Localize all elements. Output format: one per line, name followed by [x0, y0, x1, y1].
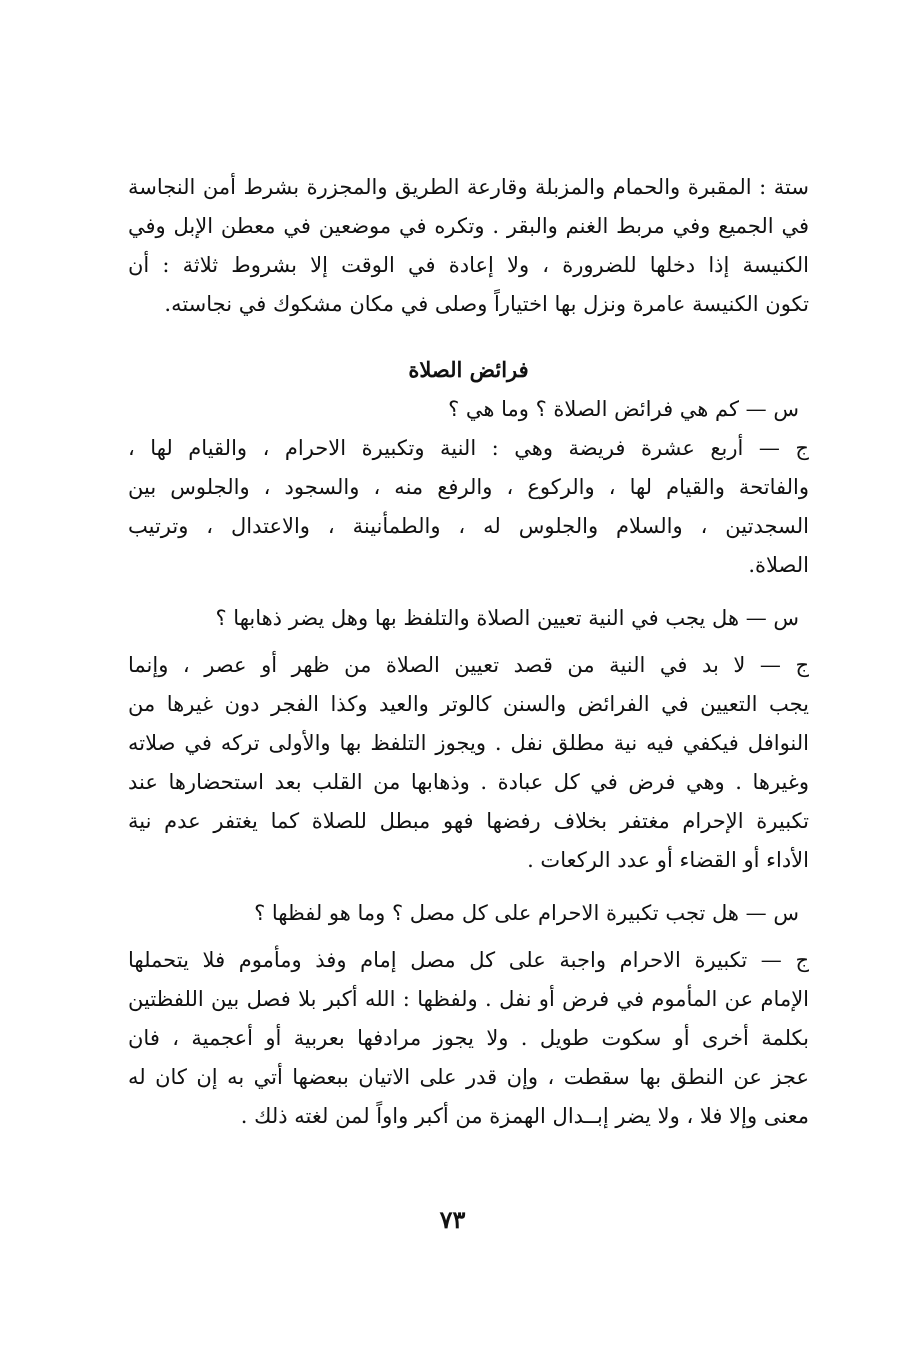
text-line: عجز عن النطق بها سقطت ، وإن قدر على الاتيان ببعضها أتي به إن كان له — [128, 1065, 809, 1089]
answer-1 — [128, 429, 809, 585]
text-line: معنى وإلا فلا ، ولا يضر إبــدال الهمزة من أكبر واواً لمن لغته ذلك . — [240, 1104, 809, 1128]
text-line: وغيرها . وهي فرض في كل عبادة . وذهابها من القلب بعد استحضارها عند — [128, 770, 809, 794]
page-number: ٧٣ — [439, 1205, 466, 1234]
text-line: تكبيرة الإحرام مغتفر بخلاف رفضها فهو مبطل للصلاة كما يغتفر عدم نية — [128, 809, 809, 833]
section-heading: فرائض الصلاة — [408, 357, 529, 382]
answer-3 — [128, 941, 809, 1136]
text-line: ج — أربع عشرة فريضة وهي : النية وتكبيرة الاحرام ، والقيام لها ، — [128, 436, 809, 460]
question-1: س — كم هي فرائض الصلاة ؟ وما هي ؟ — [448, 397, 799, 421]
text-line: النوافل فيكفي فيه نية مطلق نفل . ويجوز التلفظ بها والأولى تركه في صلاته — [128, 731, 809, 755]
text-line: والفاتحة والقيام لها ، والركوع ، والرفع منه ، والسجود ، والجلوس بين — [128, 475, 809, 499]
intro-paragraph — [128, 168, 809, 324]
text-line: الصلاة. — [748, 553, 809, 577]
text-line: ج — لا بد في النية من قصد تعيين الصلاة من ظهر أو عصر ، وإنما — [128, 653, 809, 677]
text-line: الكنيسة إذا دخلها للضرورة ، ولا إعادة في الوقت إلا بشروط ثلاثة : أن — [128, 253, 809, 277]
text-line: السجدتين ، والسلام والجلوس له ، والطمأنينة ، والاعتدال ، وترتيب — [128, 514, 809, 538]
question-3: س — هل تجب تكبيرة الاحرام على كل مصل ؟ وما هو لفظها ؟ — [254, 901, 799, 925]
text-line: الإمام عن المأموم في فرض أو نفل . ولفظها : الله أكبر بلا فصل بين اللفظتين — [128, 987, 809, 1011]
text-line: الأداء أو القضاء أو عدد الركعات . — [527, 848, 809, 872]
answer-2 — [128, 646, 809, 880]
text-line: تكون الكنيسة عامرة ونزل بها اختياراً وصلى في مكان مشكوك في نجاسته. — [164, 292, 809, 316]
text-line: بكلمة أخرى أو سكوت طويل . ولا يجوز مرادفها بعربية أو أعجمية ، فان — [128, 1026, 809, 1050]
question-2: س — هل يجب في النية تعيين الصلاة والتلفظ بها وهل يضر ذهابها ؟ — [215, 606, 799, 630]
text-line: في الجميع وفي مربط الغنم والبقر . وتكره في موضعين في معطن الإبل وفي — [128, 214, 809, 238]
text-line: ستة : المقبرة والحمام والمزبلة وقارعة الطريق والمجزرة بشرط أمن النجاسة — [128, 175, 809, 199]
text-line: ج — تكبيرة الاحرام واجبة على كل مصل إمام وفذ ومأموم فلا يتحملها — [128, 948, 809, 972]
text-line: يجب التعيين في الفرائض والسنن كالوتر والعيد وكذا الفجر دون غيرها من — [128, 692, 809, 716]
